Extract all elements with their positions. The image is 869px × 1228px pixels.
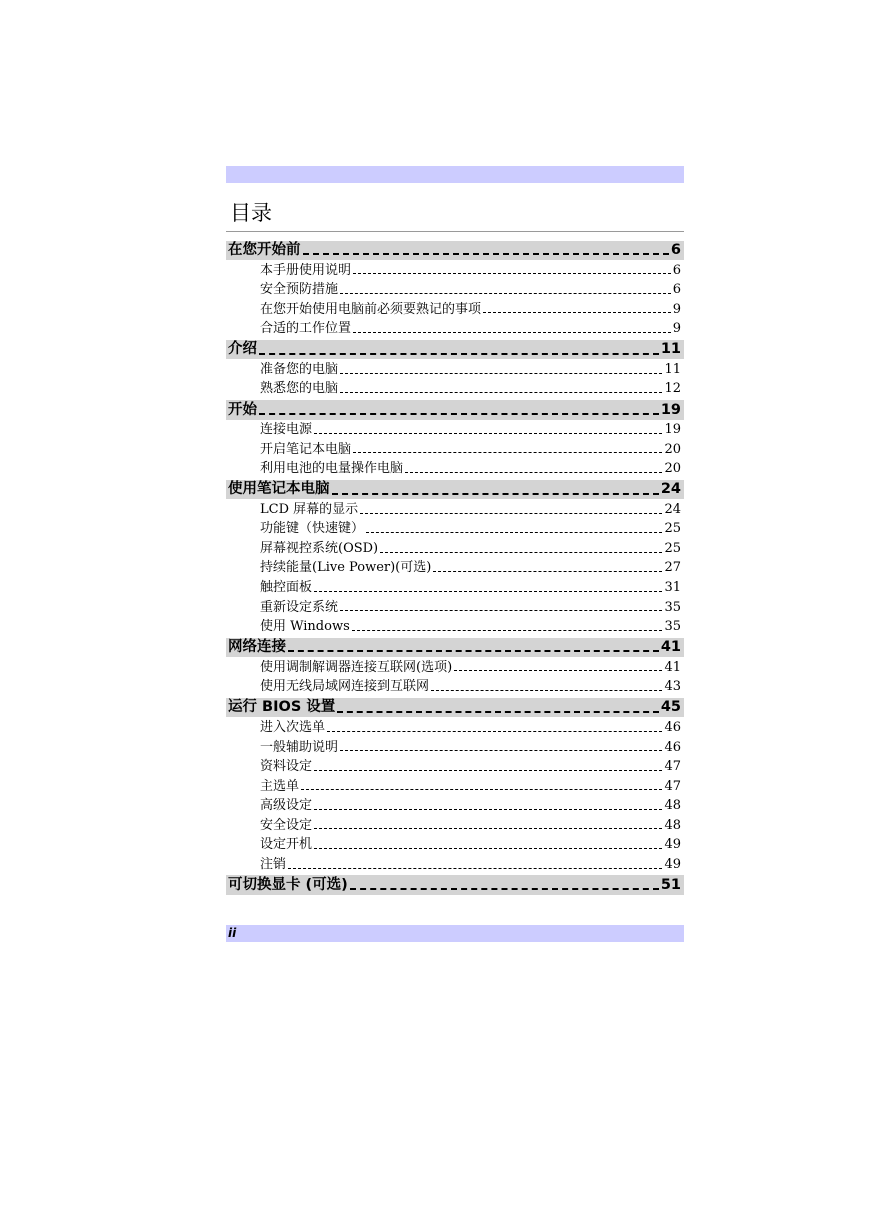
dot-leader (380, 550, 662, 553)
dot-leader (350, 886, 659, 890)
toc-chapter-entry[interactable] (226, 241, 684, 261)
toc-entry-title: 资料设定 (260, 759, 313, 775)
toc-entry-page: 9 (672, 321, 681, 337)
toc-chapter-entry[interactable] (226, 400, 684, 420)
dot-leader (340, 608, 662, 611)
dot-leader (259, 351, 659, 355)
toc-entry-page: 25 (664, 521, 681, 537)
dot-leader (340, 371, 662, 374)
toc-entry-page: 9 (672, 301, 681, 317)
toc-section-entry[interactable] (226, 835, 684, 855)
toc-section-entry[interactable] (226, 796, 684, 816)
dot-leader (288, 866, 662, 869)
toc-entry-page: 41 (664, 659, 681, 675)
toc-entry-title: 在您开始使用电脑前必须要熟记的事项 (260, 301, 482, 317)
toc-section-entry[interactable] (226, 617, 684, 637)
toc-section-entry[interactable] (226, 597, 684, 617)
toc-entry-page: 6 (670, 242, 681, 259)
toc-entry-page: 27 (664, 560, 681, 576)
dot-leader (353, 450, 662, 453)
toc-section-entry[interactable] (226, 420, 684, 440)
toc-entry-page: 48 (664, 798, 681, 814)
toc-entry-title: 安全设定 (260, 817, 313, 833)
dot-leader (314, 768, 662, 771)
toc-entry-page: 49 (664, 856, 681, 872)
heading-divider (226, 231, 684, 232)
dot-leader (405, 470, 662, 473)
toc-entry-title: 开启笔记本电脑 (260, 441, 352, 457)
toc-entry-page: 41 (660, 639, 681, 656)
toc-entry-title: 设定开机 (260, 837, 313, 853)
dot-leader (288, 648, 659, 652)
toc-section-entry[interactable] (226, 260, 684, 280)
toc-section-entry[interactable] (226, 439, 684, 459)
toc-entry-page: 35 (664, 599, 681, 615)
toc-entry-title: 使用笔记本电脑 (228, 481, 330, 498)
toc-entry-page: 49 (664, 837, 681, 853)
toc-entry-page: 11 (664, 361, 681, 377)
toc-section-entry[interactable] (226, 558, 684, 578)
toc-entry-title: LCD 屏幕的显示 (260, 501, 359, 517)
toc-entry-title: 注销 (260, 856, 287, 872)
toc-entry-page: 43 (664, 679, 681, 695)
toc-entry-title: 屏幕视控系统(OSD) (260, 540, 379, 556)
toc-entry-title: 利用电池的电量操作电脑 (260, 461, 404, 477)
toc-entry-page: 47 (664, 778, 681, 794)
toc-section-entry[interactable] (226, 717, 684, 737)
toc-entry-page: 11 (660, 341, 681, 358)
toc-entry-title: 熟悉您的电脑 (260, 381, 339, 397)
toc-chapter-entry[interactable] (226, 340, 684, 360)
toc-entry-title: 在您开始前 (228, 242, 301, 259)
toc-section-entry[interactable] (226, 776, 684, 796)
toc-entry-page: 19 (664, 422, 681, 438)
table-of-contents (226, 239, 684, 895)
toc-section-entry[interactable] (226, 519, 684, 539)
dot-leader (353, 271, 671, 274)
toc-section-entry[interactable] (226, 538, 684, 558)
toc-entry-title: 进入次选单 (260, 719, 326, 735)
toc-entry-title: 重新设定系统 (260, 599, 339, 615)
dot-leader (431, 688, 662, 691)
toc-section-entry[interactable] (226, 854, 684, 874)
toc-section-entry[interactable] (226, 815, 684, 835)
dot-leader (327, 729, 662, 732)
dot-leader (337, 709, 659, 713)
dot-leader (314, 431, 662, 434)
dot-leader (454, 668, 662, 671)
toc-entry-title: 开始 (228, 401, 257, 418)
toc-chapter-entry[interactable] (226, 638, 684, 658)
dot-leader (352, 628, 663, 631)
toc-chapter-entry[interactable] (226, 875, 684, 895)
toc-entry-title: 高级设定 (260, 798, 313, 814)
toc-heading: 目录 (230, 201, 272, 225)
toc-entry-title: 使用调制解调器连接互联网(选项) (260, 659, 453, 675)
page-number: ii (228, 926, 237, 940)
toc-entry-page: 24 (660, 481, 681, 498)
toc-section-entry[interactable] (226, 737, 684, 757)
toc-entry-title: 使用无线局域网连接到互联网 (260, 679, 430, 695)
toc-entry-title: 准备您的电脑 (260, 361, 339, 377)
toc-section-entry[interactable] (226, 280, 684, 300)
dot-leader (340, 748, 662, 751)
toc-entry-page: 46 (664, 739, 681, 755)
dot-leader (314, 846, 662, 849)
toc-entry-page: 20 (664, 461, 681, 477)
toc-entry-title: 网络连接 (228, 639, 286, 656)
toc-entry-page: 47 (664, 759, 681, 775)
toc-chapter-entry[interactable] (226, 480, 684, 500)
toc-section-entry[interactable] (226, 757, 684, 777)
toc-entry-title: 持续能量(Live Power)(可选) (260, 560, 432, 576)
toc-entry-title: 安全预防措施 (260, 282, 339, 298)
toc-entry-title: 运行 BIOS 设置 (228, 699, 336, 716)
toc-entry-title: 连接电源 (260, 422, 313, 438)
toc-entry-page: 20 (664, 441, 681, 457)
dot-leader (314, 589, 662, 592)
dot-leader (483, 310, 671, 313)
toc-entry-page: 6 (672, 262, 681, 278)
dot-leader (433, 569, 662, 572)
toc-entry-title: 可切换显卡 (可选) (228, 876, 348, 893)
toc-section-entry[interactable] (226, 319, 684, 339)
toc-entry-title: 本手册使用说明 (260, 262, 352, 278)
toc-entry-page: 31 (664, 580, 681, 596)
toc-entry-page: 19 (660, 401, 681, 418)
toc-entry-page: 24 (664, 501, 681, 517)
toc-chapter-entry[interactable] (226, 698, 684, 718)
toc-section-entry[interactable] (226, 359, 684, 379)
toc-entry-page: 25 (664, 540, 681, 556)
dot-leader (360, 511, 662, 514)
toc-entry-page: 48 (664, 817, 681, 833)
toc-entry-title: 主选单 (260, 778, 300, 794)
toc-entry-title: 一般辅助说明 (260, 739, 339, 755)
toc-section-entry[interactable] (226, 657, 684, 677)
toc-entry-page: 35 (664, 619, 681, 635)
toc-entry-page: 51 (660, 876, 681, 893)
dot-leader (340, 291, 671, 294)
toc-entry-page: 45 (660, 699, 681, 716)
toc-section-entry[interactable] (226, 379, 684, 399)
dot-leader (301, 787, 662, 790)
dot-leader (366, 530, 662, 533)
toc-section-entry[interactable] (226, 577, 684, 597)
dot-leader (314, 807, 662, 810)
header-band (226, 166, 684, 183)
toc-entry-page: 6 (672, 282, 681, 298)
toc-entry-page: 46 (664, 719, 681, 735)
toc-entry-title: 触控面板 (260, 580, 313, 596)
dot-leader (353, 330, 671, 333)
toc-entry-title: 功能键（快速键） (260, 521, 365, 537)
toc-section-entry[interactable] (226, 459, 684, 479)
dot-leader (314, 826, 662, 829)
toc-entry-title: 介绍 (228, 341, 257, 358)
dot-leader (340, 390, 662, 393)
dot-leader (259, 411, 659, 415)
footer-band (226, 925, 684, 942)
toc-entry-title: 使用 Windows (260, 619, 350, 635)
toc-section-entry[interactable] (226, 677, 684, 697)
dot-leader (303, 251, 669, 255)
toc-section-entry[interactable] (226, 299, 684, 319)
toc-entry-title: 合适的工作位置 (260, 321, 352, 337)
dot-leader (332, 491, 659, 495)
toc-entry-page: 12 (664, 381, 681, 397)
toc-section-entry[interactable] (226, 499, 684, 519)
